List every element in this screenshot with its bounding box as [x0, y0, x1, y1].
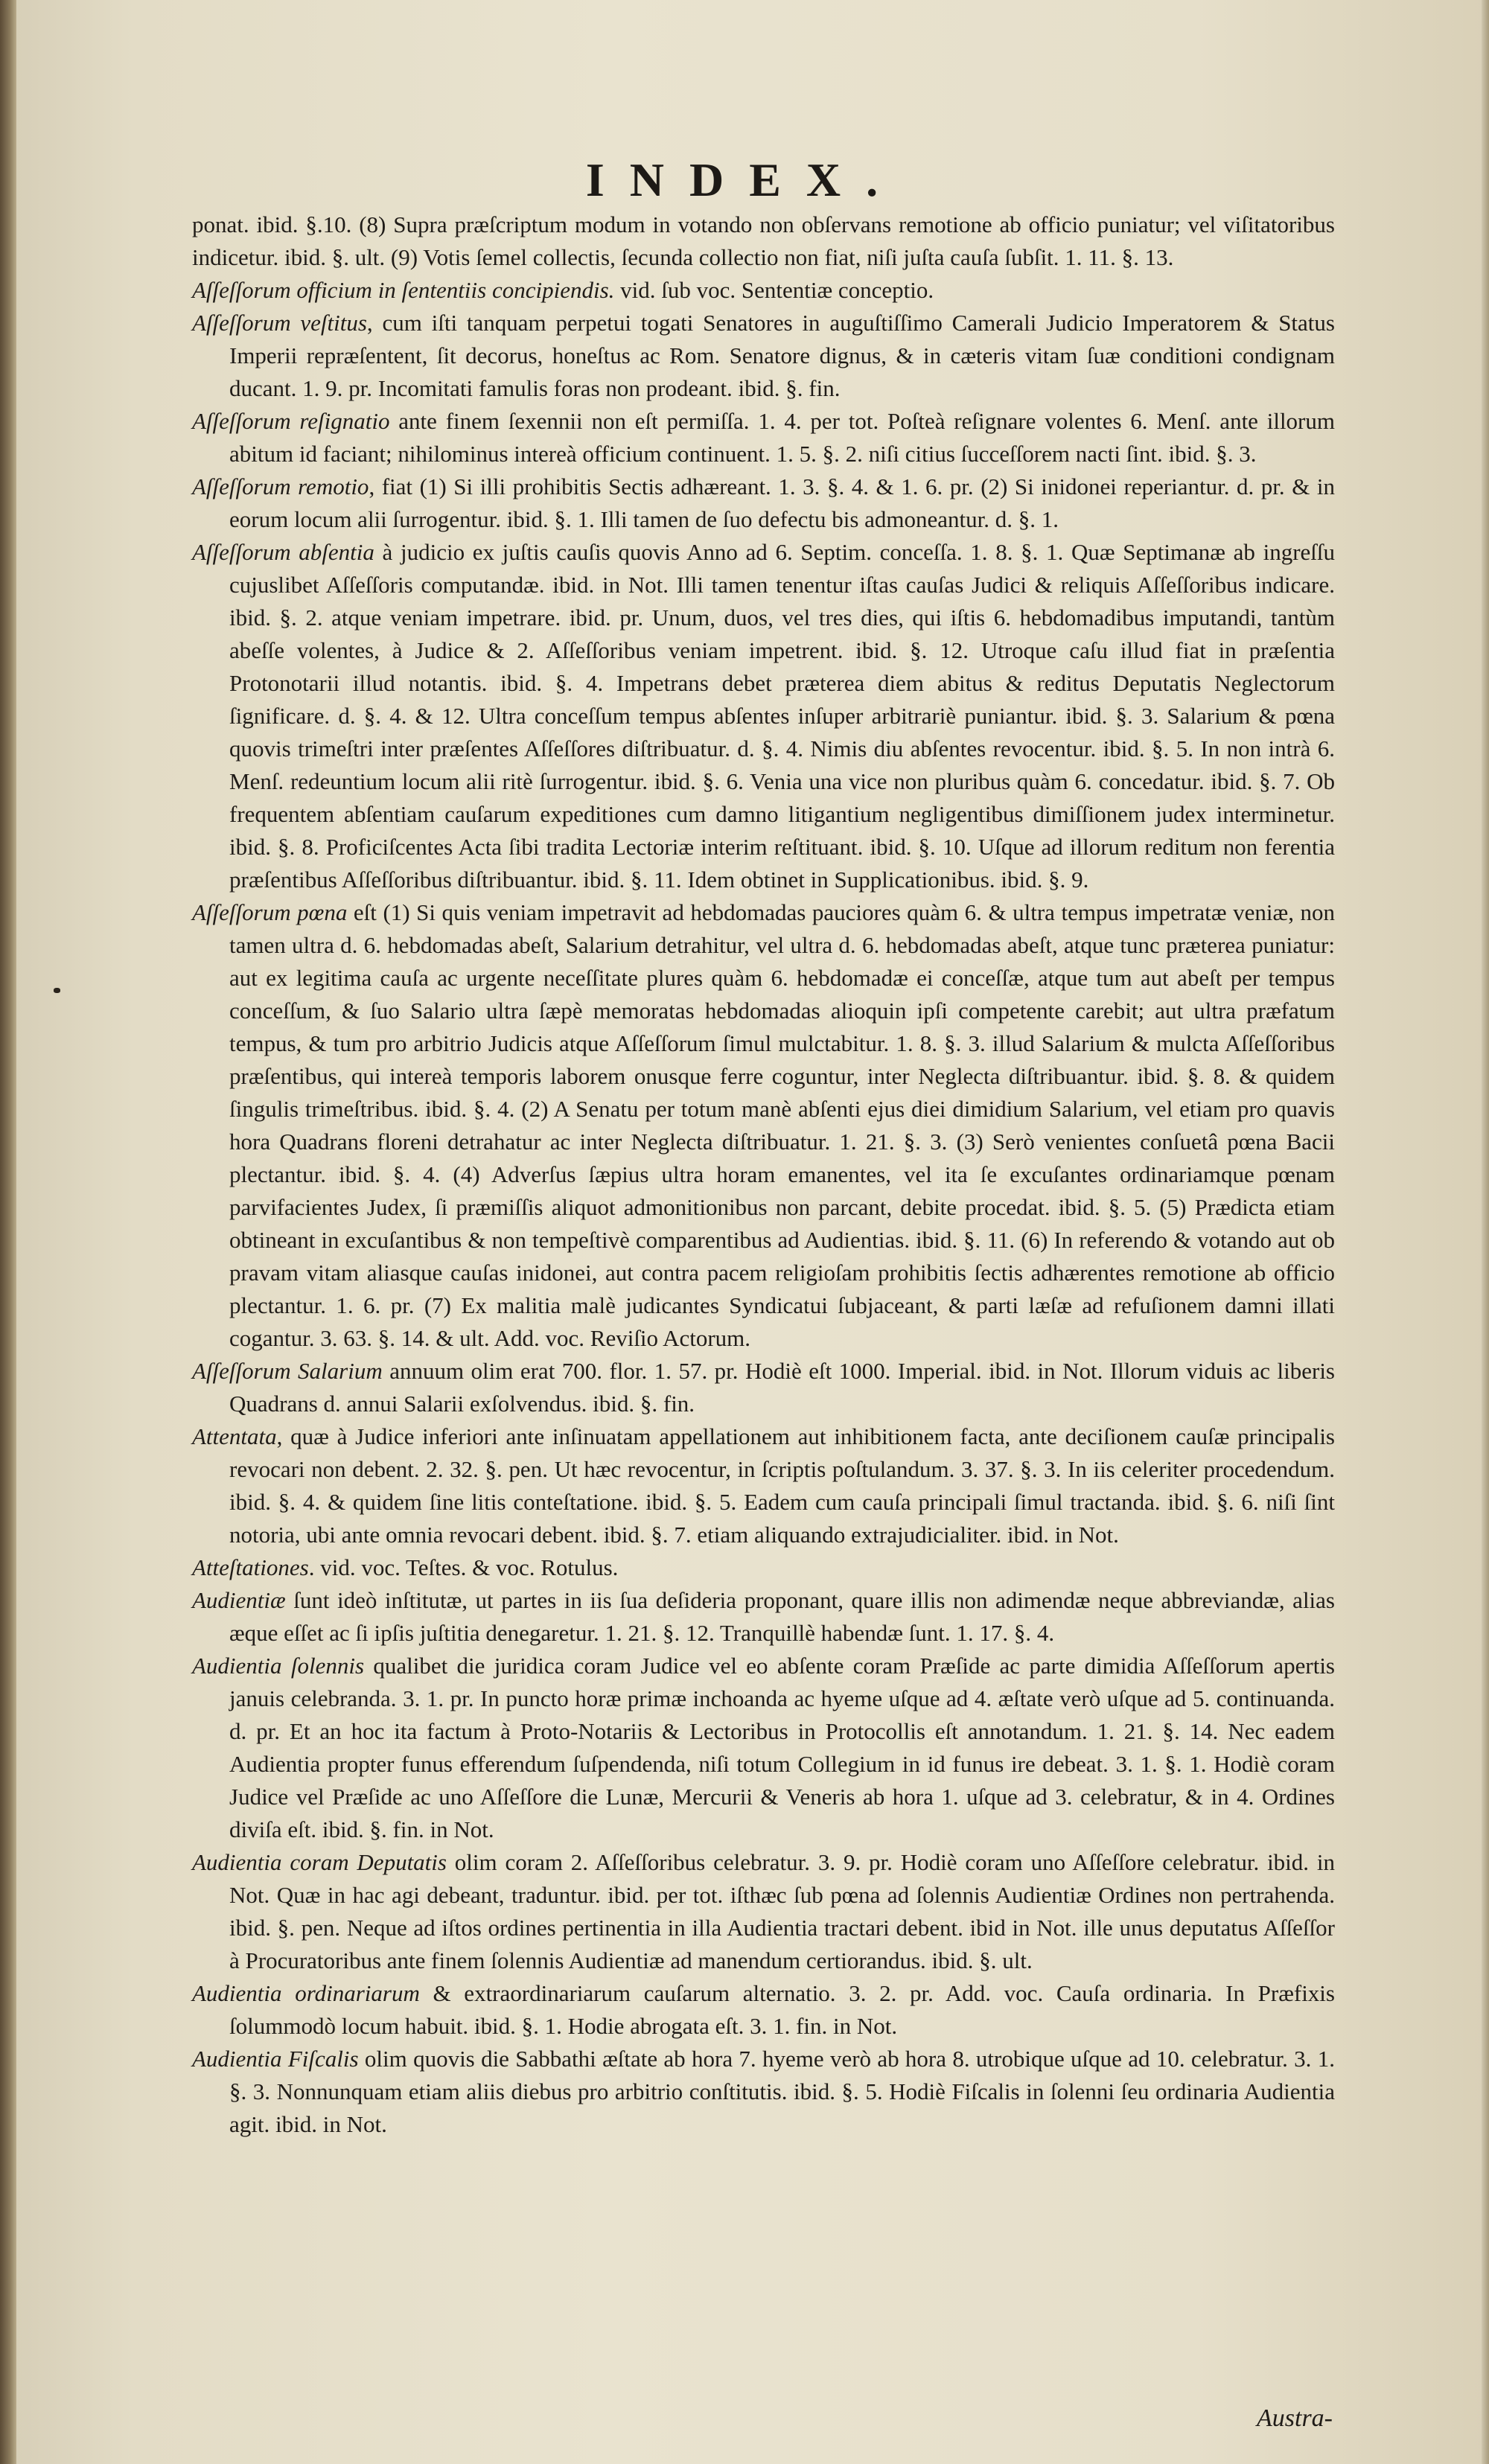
entry-headword: Audientia ordinariarum [192, 1980, 420, 2006]
entry-headword: Audientia ſolennis [192, 1653, 365, 1679]
index-entry: Aſſeſſorum pœna eſt (1) Si quis veniam impetravit ad hebdomadas pauciores quàm 6. & ultra tempus impetratæ veniæ, non tamen ultra d. 6. hebdomadas abeſt, Salarium detrahitur, vel ultra d. 6. hebdomadas abeſt, atque tunc præterea puniatur: aut ex legitima cauſa ac urgente neceſſitate plures quàm 6. hebdomadæ ei conceſſæ, atque tum aut abeſt per tempus conceſſum, & ſuo Salario ultra ſæpè memoratas hebdomadas alioquin ipſi competente carebit; aut ultra præfatum tempus, & tum pro arbitrio Judicis atque Aſſeſſorum ſimul mulctabitur. 1. 8. §. 3. illud Salarium & mulcta Aſſeſſoribus præſentibus, qui intereà temporis laborem onusque ferre coguntur, inter Neglecta diſtribuantur. ibid. §. 8. & quidem ſingulis trimeſtribus. ibid. §. 4. (2) A Senatu per totum manè abſenti ejus diei dimidium Salarium, vel etiam pro quavis hora Quadrans floreni detrahatur ac inter Neglecta diſtribuatur. 1. 21. §. 3. (3) Serò venientes conſuetâ pœna Bacii plectantur. ibid. §. 4. (4) Adverſus ſæpius ultra horam emanentes, vel ita ſe excuſantes ordinariamque pœnam parvifacientes Judex, ſi præmiſſis aliquot admonitionibus non parcant, debite procedat. ibid. §. 5. (5) Prædicta etiam obtineant in excuſantibus & non tempeſtivè comparentibus ad Audientias. ibid. §. 11. (6) In referendo & votando aut ob pravam vitam aliasque cauſas inidonei, aut contra pacem religioſam prohibitis ſectis adhærentes remotione ab officio plectantur. 1. 6. pr. (7) Ex malitia malè judicantes Syndicatui ſubjaceant, & parti læſæ ad refuſionem damni illati cogantur. 3. 63. §. 14. & ult. Add. voc. Reviſio Actorum. [192, 899, 1335, 1351]
index-entry: Aſſeſſorum Salarium annuum olim erat 700. flor. 1. 57. pr. Hodiè eſt 1000. Imperial. ibid. in Not. Illorum viduis ac liberis Quadrans d. annui Salarii exſolvendus. ibid. §. fin. [192, 1358, 1335, 1417]
index-entry: Attentata, quæ à Judice inferiori ante inſinuatam appellationem aut inhibitionem facta, ante deciſionem cauſæ principalis revocari non debent. 2. 32. §. pen. Ut hæc revocentur, in ſcriptis poſtulandum. 3. 37. §. 3. In iis celeriter procedendum. ibid. §. 4. & quidem ſine litis conteſtatione. ibid. §. 5. Eadem cum cauſa principali ſimul tractanda. ibid. §. 6. niſi ſint notoria, ubi ante omnia revocari debent. ibid. §. 7. etiam aliquando extrajudicialiter. ibid. in Not. [192, 1423, 1335, 1548]
index-body [192, 208, 1335, 2141]
entry-headword: Aſſeſſorum veſtitus [192, 310, 367, 336]
index-entry: Aſſeſſorum abſentia à judicio ex juſtis cauſis quovis Anno ad 6. Septim. conceſſa. 1. 8. §. 1. Quæ Septimanæ ab ingreſſu cujuslibet Aſſeſſoris computandæ. ibid. in Not. Illi tamen tenentur iſtas cauſas Judici & reliquis Aſſeſſoribus indicare. ibid. §. 2. atque veniam impetrare. ibid. pr. Unum, duos, vel tres dies, qui iſtis 6. hebdomadibus imputandi, tantùm abeſſe volentes, à Judice & 2. Aſſeſſoribus veniam impetrent. ibid. §. 12. Utroque caſu illud fiat in præſentia Protonotarii illud notantis. ibid. §. 4. Impetrans debet præterea diem abitus & reditus Deputatis Neglectorum ſignificare. d. §. 4. & 12. Ultra conceſſum tempus abſentes inſuper arbitrariè puniantur. ibid. §. 3. Salarium & pœna quovis trimeſtri inter præſentes Aſſeſſores diſtribuatur. d. §. 4. Nimis diu abſentes revocentur. ibid. §. 5. In non intrà 6. Menſ. redeuntium locum alii ritè ſurrogentur. ibid. §. 6. Venia una vice non pluribus quàm 6. concedatur. ibid. §. 7. Ob frequentem abſentiam cauſarum expeditiones cum damno litigantium negligentibus dimiſſionem judex interminetur. ibid. §. 8. Proficiſcentes Acta ſibi tradita Lectoriæ interim reſtituant. ibid. §. 10. Uſque ad illorum reditum non ferentia præſentibus Aſſeſſoribus diſtribuantur. ibid. §. 11. Idem obtinet in Supplicationibus. ibid. §. 9. [192, 539, 1336, 893]
catchword: Austra- [1257, 2404, 1333, 2432]
page-edge [1482, 0, 1489, 2464]
entry-headword: Attentata [192, 1423, 277, 1449]
index-entry: Audientiæ ſunt ideò inſtitutæ, ut partes in iis ſua deſideria proponant, quare illis non adimendæ neque abbreviandæ, alias æque eſſet ac ſi ipſis juſtitia denegaretur. 1. 21. §. 12. Tranquillè habendæ ſunt. 1. 17. §. 4. [192, 1587, 1335, 1646]
index-entry: Audientia Fiſcalis olim quovis die Sabbathi æſtate ab hora 7. hyeme verò ab hora 8. utrobique uſque ad 10. celebratur. 3. 1. §. 3. Nonnunquam etiam aliis diebus pro arbitrio conſtitutis. ibid. §. 5. Hodiè Fiſcalis in ſolenni ſeu ordinaria Audientia agit. ibid. in Not. [192, 2046, 1335, 2137]
binding-gutter [0, 0, 16, 2464]
entry-headword: Aſſeſſorum pœna [192, 899, 348, 925]
index-entry: ponat. ibid. §.10. (8) Supra præſcriptum modum in votando non obſervans remotione ab officio puniatur; vel viſitatoribus indicetur. ibid. §. ult. (9) Votis ſemel collectis, ſecunda collectio non fiat, niſi juſta cauſa ſubſit. 1. 11. §. 13. [192, 211, 1335, 270]
entry-headword: Atteſtationes [192, 1554, 309, 1580]
entry-headword: Aſſeſſorum remotio [192, 473, 369, 499]
index-entry: Aſſeſſorum remotio, fiat (1) Si illi prohibitis Sectis adhæreant. 1. 3. §. 4. & 1. 6. pr. (2) Si inidonei reperiantur. d. pr. & in eorum locum alii ſurrogentur. ibid. §. 1. Illi tamen de ſuo defectu bis admoneantur. d. §. 1. [192, 473, 1335, 532]
entry-headword: Audientiæ [192, 1587, 286, 1613]
index-entry: Aſſeſſorum reſignatio ante finem ſexennii non eſt permiſſa. 1. 4. per tot. Poſteà reſignare volentes 6. Menſ. ante illorum abitum id faciant; nihilominus intereà officium continuent. 1. 5. §. 2. niſi citius ſucceſſorem nacti ſint. ibid. §. 3. [192, 408, 1335, 467]
entry-headword: Audientia coram Deputatis [192, 1849, 447, 1875]
page-title: INDEX. [585, 153, 904, 206]
index-entry: Audientia coram Deputatis olim coram 2. Aſſeſſoribus celebratur. 3. 9. pr. Hodiè coram uno Aſſeſſore celebratur. ibid. in Not. Quæ in hac agi debeant, traduntur. ibid. per tot. iſthæc ſub pœna ad ſolennis Audientiæ Ordines non pertrahenda. ibid. §. pen. Neque ad iſtos ordines pertinentia in illa Audientia tractari debent. ibid in Not. ille unus deputatus Aſſeſſor à Procuratoribus ante finem ſolennis Audientiæ ad manendum certiorandus. ibid. §. ult. [192, 1849, 1335, 1973]
index-entry: Audientia ordinariarum & extraordinariarum cauſarum alternatio. 3. 2. pr. Add. voc. Cauſa ordinaria. In Præfixis ſolummodò locum habuit. ibid. §. 1. Hodie abrogata eſt. 3. 1. fin. in Not. [192, 1980, 1335, 2039]
entry-headword: Aſſeſſorum reſignatio [192, 408, 390, 434]
entry-headword: Aſſeſſorum officium in ſententiis concipiendis. [192, 277, 615, 303]
entry-headword: Aſſeſſorum Salarium [192, 1358, 383, 1384]
index-entry: Aſſeſſorum officium in ſententiis concipiendis. vid. ſub voc. Sententiæ conceptio. [192, 277, 934, 303]
ink-speck [54, 988, 60, 993]
entry-headword: Audientia Fiſcalis [192, 2046, 359, 2072]
index-entry: Audientia ſolennis qualibet die juridica coram Judice vel eo abſente coram Præſide ac parte dimidia Aſſeſſorum apertis januis celebranda. 3. 1. pr. In puncto horæ primæ inchoanda ac hyeme uſque ad 4. æſtate verò uſque ad 5. continuanda. d. pr. Et an hoc ita factum à Proto-Notariis & Lectoribus in Protocollis eſt annotandum. 1. 21. §. 14. Nec eadem Audientia propter funus efferendum ſuſpendenda, niſi totum Collegium in id funus ire debeat. 3. 1. §. 1. Hodiè coram Judice vel Præſide ac uno Aſſeſſore die Lunæ, Mercurii & Veneris ab hora 1. uſque ad 3. celebratur, & in 4. Ordines diviſa eſt. ibid. §. fin. in Not. [192, 1653, 1335, 1842]
index-entry: Aſſeſſorum veſtitus, cum iſti tanquam perpetui togati Senatores in auguſtiſſimo Camerali Judicio Imperatorem & Status Imperii repræſentent, ſit decorus, honeſtus ac Rom. Senatore dignus, & in cæteris vitam ſuæ conditioni condignam ducant. 1. 9. pr. Incomitati famulis foras non prodeant. ibid. §. fin. [192, 310, 1335, 401]
entry-headword: Aſſeſſorum abſentia [192, 539, 374, 565]
index-entry: Atteſtationes. vid. voc. Teſtes. & voc. Rotulus. [192, 1554, 619, 1580]
